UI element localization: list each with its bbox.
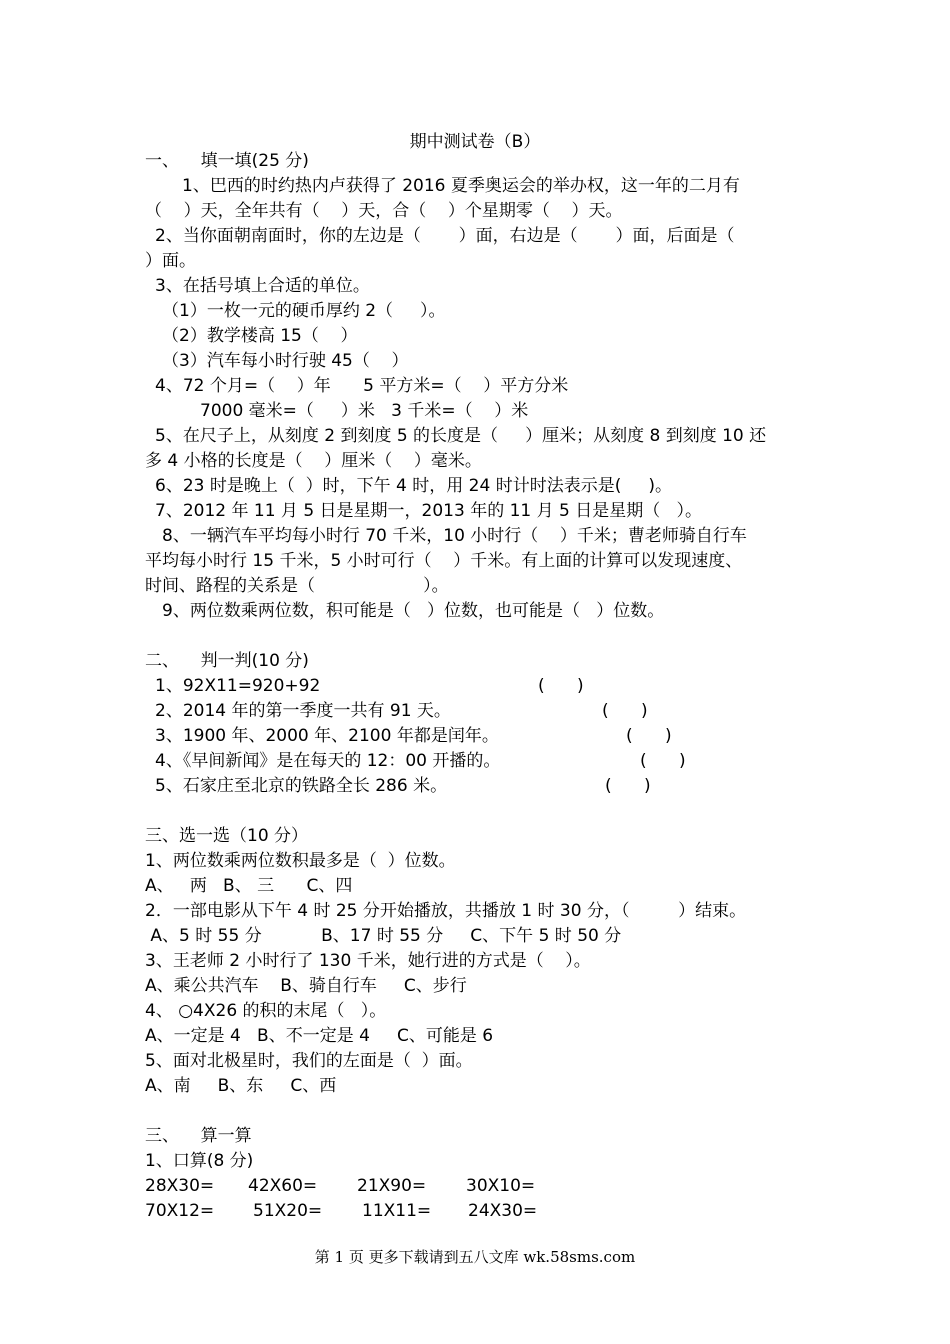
oral-calc-row1-item2: 42X60=: [248, 1176, 318, 1196]
judge-item-5: 5、石家庄至北京的铁路全长 286 米。: [155, 776, 448, 796]
choice-question-3: 3、王老师 2 小时行了 130 千米，她行进的方式是（ ）。: [145, 951, 591, 971]
judge-item-2-bracket: ( ): [602, 701, 648, 721]
choice-question-5: 5、面对北极星时，我们的左面是（ ）面。: [145, 1051, 473, 1071]
judge-item-2: 2、2014 年的第一季度一共有 91 天。: [155, 701, 451, 721]
oral-calc-row1-item1: 28X30=: [145, 1176, 215, 1196]
question-9: 9、两位数乘两位数，积可能是（ ）位数，也可能是（ ）位数。: [162, 601, 665, 621]
oral-calc-row2-item3: 11X11=: [362, 1201, 432, 1221]
question-4-line-2: 7000 毫米=（ ）米 3 千米=（ ）米: [200, 401, 529, 421]
page-title: 期中测试卷（B）: [409, 132, 541, 152]
question-8-line-1: 8、一辆汽车平均每小时行 70 千米，10 小时行（ ）千米；曹老师骑自行车: [162, 526, 747, 546]
judge-item-3: 3、1900 年、2000 年、2100 年都是闰年。: [155, 726, 499, 746]
question-8-line-2: 平均每小时行 15 千米，5 小时可行（ ）千米。有上面的计算可以发现速度、: [145, 551, 743, 571]
oral-calc-row1-item3: 21X90=: [357, 1176, 427, 1196]
question-5-line-1: 5、在尺子上，从刻度 2 到刻度 5 的长度是（ ）厘米；从刻度 8 到刻度 10 还: [155, 426, 767, 446]
oral-calc-row2-item4: 24X30=: [468, 1201, 538, 1221]
page-footer: 第 1 页 更多下载请到五八文库 wk.58sms.com: [314, 1248, 636, 1266]
question-2-line-1: 2、当你面朝南面时，你的左边是（ ）面，右边是（ ）面，后面是（: [155, 226, 735, 246]
judge-item-3-bracket: ( ): [626, 726, 672, 746]
question-3-part-1: （1）一枚一元的硬币厚约 2（ ）。: [162, 301, 446, 321]
oral-calc-heading: 1、口算(8 分): [145, 1151, 254, 1171]
judge-item-4-bracket: ( ): [640, 751, 686, 771]
question-2-line-2: ）面。: [145, 251, 196, 271]
choice-question-2: 2．一部电影从下午 4 时 25 分开始播放，共播放 1 时 30 分，（ ）结束。: [145, 901, 747, 921]
choice-question-4-options: A、一定是 4 B、不一定是 4 C、可能是 6: [145, 1026, 494, 1046]
section-4-heading: 三、 算一算: [145, 1126, 252, 1146]
judge-item-5-bracket: ( ): [605, 776, 651, 796]
section-3-heading: 三、选一选（10 分）: [145, 826, 309, 846]
choice-question-5-options: A、南 B、东 C、西: [145, 1076, 337, 1096]
question-3-part-2: （2）教学楼高 15（ ）: [162, 326, 358, 346]
question-5-line-2: 多 4 小格的长度是（ ）厘米（ ）毫米。: [145, 451, 482, 471]
oral-calc-row1-item4: 30X10=: [466, 1176, 536, 1196]
question-3: 3、在括号填上合适的单位。: [155, 276, 370, 296]
question-1-line-1: 1、巴西的时约热内卢获得了 2016 夏季奥运会的举办权，这一年的二月有: [182, 176, 740, 196]
oral-calc-row2-item1: 70X12=: [145, 1201, 215, 1221]
judge-item-4: 4、《早间新闻》是在每天的 12：00 开播的。: [155, 751, 501, 771]
question-6: 6、23 时是晚上（ ）时，下午 4 时，用 24 时计时法表示是( )。: [155, 476, 673, 496]
choice-question-1: 1、两位数乘两位数积最多是（ ）位数。: [145, 851, 456, 871]
oral-calc-row2-item2: 51X20=: [253, 1201, 323, 1221]
question-7: 7、2012 年 11 月 5 日是星期一，2013 年的 11 月 5 日是星期（ ）。: [155, 501, 702, 521]
question-8-line-3: 时间、路程的关系是（ ）。: [145, 576, 449, 596]
judge-item-1: 1、92X11=920+92: [155, 676, 321, 696]
choice-question-2-options: A、5 时 55 分 B、17 时 55 分 C、下午 5 时 50 分: [145, 926, 622, 946]
question-3-part-3: （3）汽车每小时行驶 45（ ）: [162, 351, 409, 371]
question-4-line-1: 4、72 个月=（ ）年 5 平方米=（ ）平方分米: [155, 376, 569, 396]
judge-item-1-bracket: ( ): [538, 676, 584, 696]
section-2-heading: 二、 判一判(10 分): [145, 651, 309, 671]
section-1-heading: 一、 填一填(25 分): [145, 151, 309, 171]
question-1-line-2: （ ）天，全年共有（ ）天，合（ ）个星期零（ ）天。: [145, 201, 623, 221]
choice-question-1-options: A、 两 B、 三 C、四: [145, 876, 353, 896]
choice-question-3-options: A、乘公共汽车 B、骑自行车 C、步行: [145, 976, 467, 996]
choice-question-4: 4、 ○4X26 的积的末尾（ ）。: [145, 1001, 387, 1021]
